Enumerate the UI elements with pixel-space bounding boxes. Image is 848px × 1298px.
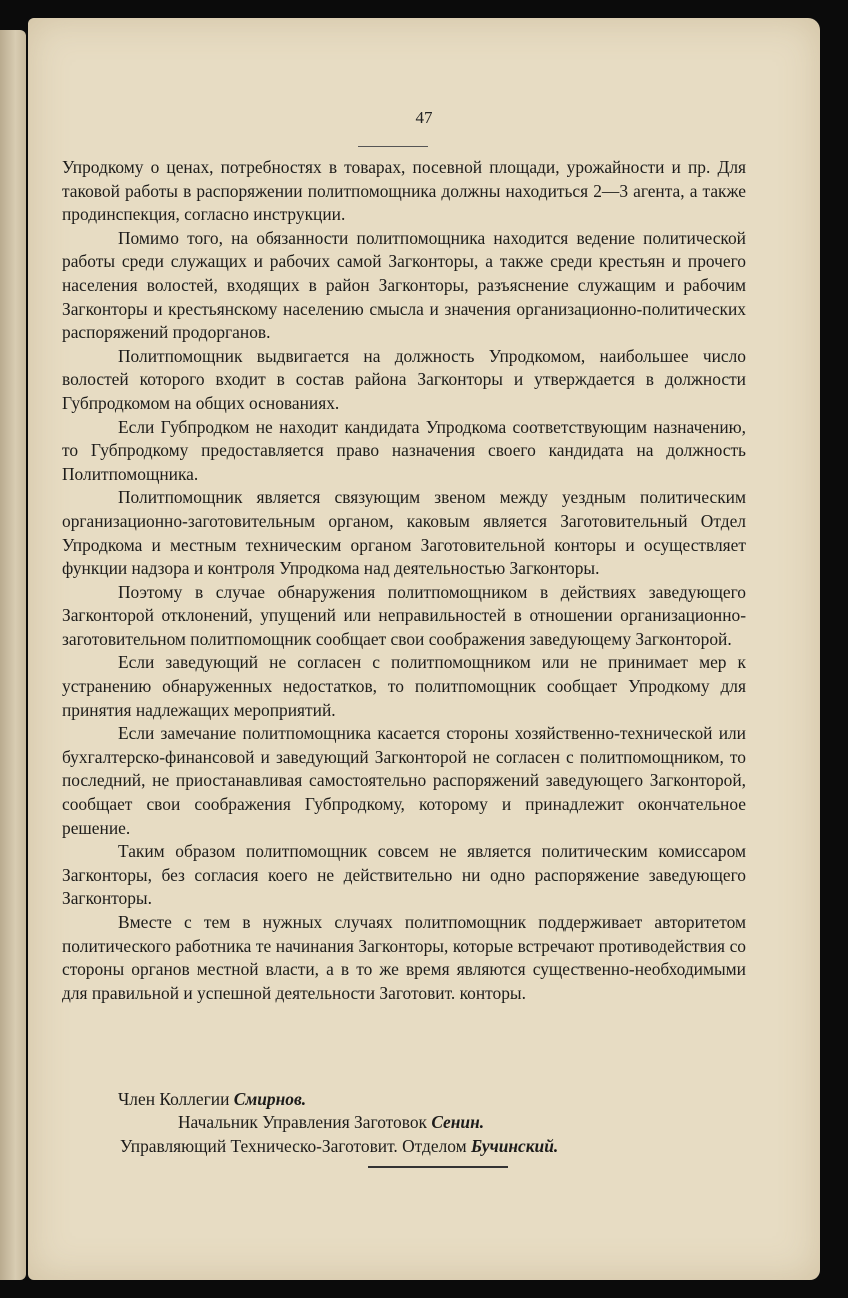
signature-title: Управляющий Техническо-Заготовит. Отделом xyxy=(120,1136,467,1156)
book-page xyxy=(28,18,820,1280)
signature-name: Сенин. xyxy=(431,1112,485,1132)
signature-line xyxy=(178,1112,484,1133)
left-page-edge xyxy=(0,30,26,1280)
paragraph: Политпомощник выдвигается на должность Упродкомом, наибольшее число волостей которого входит в состав района Загконторы и утверждается в должности Губпродкомом на общих основаниях. xyxy=(62,345,746,413)
closing-rule xyxy=(368,1166,508,1168)
signature-name: Бучинский. xyxy=(471,1136,559,1156)
page-number: 47 xyxy=(415,108,433,127)
signature-name: Смирнов. xyxy=(233,1089,307,1109)
signature-title: Начальник Управления Заготовок xyxy=(178,1112,427,1132)
paragraph: Вместе с тем в нужных случаях политпомощник поддерживает авторитетом политического работника те начинания Загконторы, которые встречают противодействия со стороны органов местной власти, а в то же время являются существенно-необходимыми для правильной и успешной деятельности Заготовит. конторы. xyxy=(62,912,746,1003)
paragraph: Поэтому в случае обнаружения политпомощником в действиях заведующего Загконторой отклонений, упущений или неправильностей в отношении организационно-заготовительном политпомощник сообщает свои соображения заведующему Загконторой. xyxy=(62,581,746,649)
signature-line xyxy=(120,1136,558,1157)
body-text xyxy=(62,156,746,1005)
paragraph: Помимо того, на обязанности политпомощника находится ведение политической работы среди служащих и рабочих самой Загконторы, а также среди крестьян и прочего населения волостей, входящих в район Загконторы, разъяснение служащим и рабочим Загконторы и крестьянскому населению смысла и значения организационно-политических распоряжений продорганов. xyxy=(62,227,746,343)
page-number-rule xyxy=(358,146,428,147)
paragraph: Политпомощник является связующим звеном между уездным политическим организационно-заготовительным органом, каковым является Заготовительный Отдел Упродкома и местным техническим органом Заготовительной конторы и осуществляет функции надзора и контроля Упродкома над деятельностью Загконторы. xyxy=(62,487,746,579)
signature-title: Член Коллегии xyxy=(118,1089,230,1109)
signature-line xyxy=(118,1089,306,1110)
paragraph: Если заведующий не согласен с политпомощником или не принимает мер к устранению обнаруженных недостатков, то политпомощник сообщает Упродкому для принятия надлежащих мероприятий. xyxy=(62,652,746,720)
paragraph: Если замечание политпомощника касается стороны хозяйственно-технической или бухгалтерско-финансовой и заведующий Загконторой не согласен с политпомощником, то последний, не приостанавливая самостоятельно распоряжений заведующего Загконторой, сообщает свои соображения Губпродкому, которому и принадлежит окончательное решение. xyxy=(62,723,746,838)
paragraph: Если Губпродком не находит кандидата Упродкома соответствующим назначению, то Губпродкому предоставляется право назначения своего кандидата на должность Политпомощника. xyxy=(62,416,746,484)
paragraph: Таким образом политпомощник совсем не является политическим комиссаром Загконторы, без согласия коего не действительно ни одно распоряжение заведующего Загконторы. xyxy=(62,841,746,909)
paragraph: Упродкому о ценах, потребностях в товарах, посевной площади, урожайности и пр. Для таковой работы в распоряжении политпомощника должны находиться 2—3 агента, а также продинспекция, согласно инструкции. xyxy=(62,157,746,225)
